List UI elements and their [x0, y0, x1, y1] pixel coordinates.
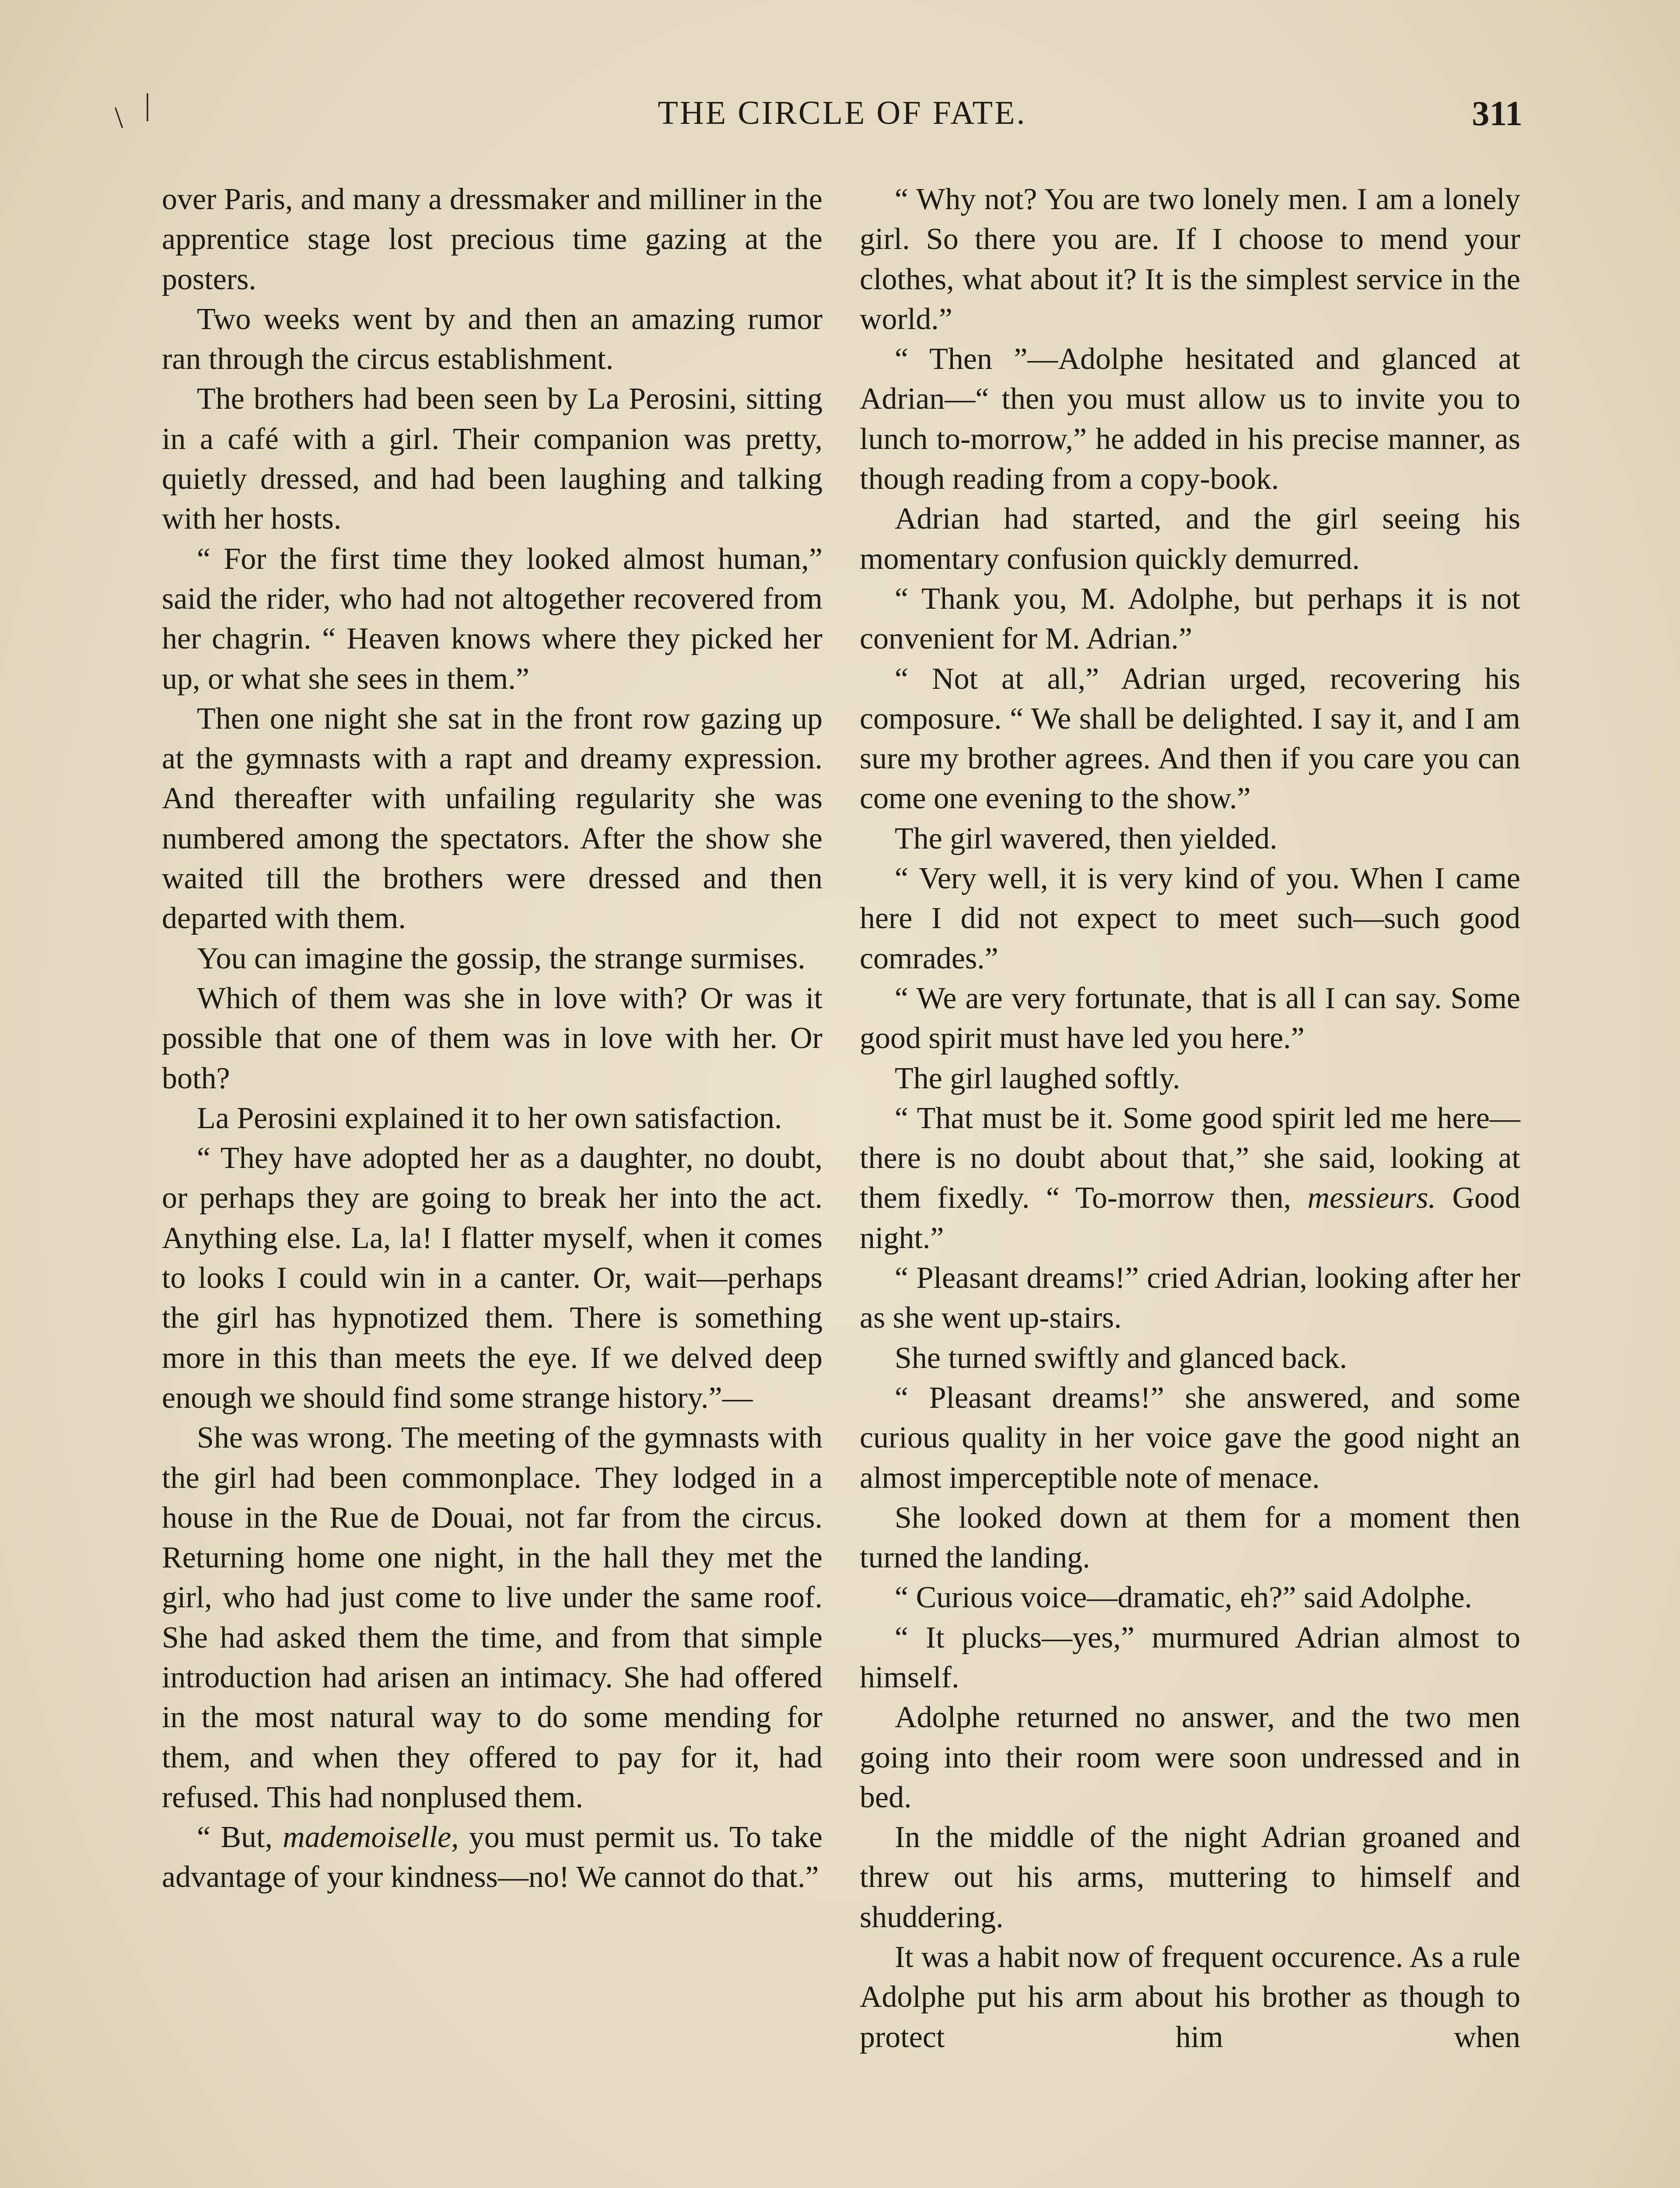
paragraph: The girl wavered, then yielded.: [895, 821, 1278, 856]
paragraph: Then one night she sat in the front row gazing up at the gymnasts with a rapt and dreamy expression. And thereafter with unfailing regularity she was numbered among the spectators. After the show she waited till the brothers were dressed and then departed with them.: [162, 701, 822, 936]
paragraph: “ They have adopted her as a daughter, no doubt, or perhaps they are going to break her into the act. Anything else. La, la! I flatter myself, when it comes to looks I could win in a canter. Or, wait—perhaps the girl has hypnotized them. There is something more in this than meets the eye. If we delved deep enough we should find some strange history.”—: [162, 1141, 822, 1415]
text-run: “ That must be it. Some good spirit led me here—there is no doubt about that,” she said, looking at them fixedly. “ To-morrow then,: [860, 1101, 1520, 1215]
paragraph: “ Then ”—Adolphe hesitated and glanced at Adrian—“ then you must allow us to invite you to lunch to-morrow,” he added in his precise manner, as though reading from a copy-book.: [860, 342, 1520, 496]
paragraph: “ Not at all,” Adrian urged, recovering his composure. “ We shall be delighted. I say it, and I am sure my brother agrees. And then if you care you can come one evening to the show.”: [860, 662, 1520, 816]
paragraph: Adrian had started, and the girl seeing his momentary confusion quickly demurred.: [860, 502, 1520, 576]
paragraph: Which of them was she in love with? Or was it possible that one of them was in love with her. Or both?: [162, 981, 822, 1095]
paragraph: Adolphe returned no answer, and the two men going into their room were soon undressed and in bed.: [860, 1701, 1520, 1814]
paragraph: She looked down at them for a moment then turned the landing.: [860, 1501, 1520, 1575]
paragraph: “ Pleasant dreams!” she answered, and some curious quality in her voice gave the good night an almost imperceptible note of menace.: [860, 1381, 1520, 1495]
paragraph: Two weeks went by and then an amazing rumor ran through the circus establishment.: [162, 302, 822, 376]
paragraph: In the middle of the night Adrian groaned and threw out his arms, muttering to himself and shuddering.: [860, 1820, 1520, 1934]
left-column: [162, 179, 822, 1897]
paragraph: “ It plucks—yes,” murmured Adrian almost to himself.: [860, 1620, 1520, 1694]
italic-text: mademoiselle,: [283, 1820, 459, 1855]
paragraph: The girl laughed softly.: [895, 1061, 1180, 1095]
text-run: Good night.”: [860, 1181, 1520, 1255]
paragraph: [162, 1817, 822, 1897]
page-header: [162, 94, 1522, 147]
paragraph: It was a habit now of frequent occurence. As a rule Adolphe put his arm about his brother as though to protect him when: [860, 1940, 1520, 2054]
paragraph: “ Very well, it is very kind of you. When I came here I did not expect to meet such—such good comrades.”: [860, 862, 1520, 975]
paragraph: You can imagine the gossip, the strange surmises.: [197, 941, 805, 975]
text-run: “ But,: [197, 1820, 283, 1855]
running-title: THE CIRCLE OF FATE.: [658, 95, 1027, 131]
paragraph: “ For the first time they looked almost human,” said the rider, who had not altogether recovered from her chagrin. “ Heaven knows where they picked her up, or what she sees in them.”: [162, 542, 822, 696]
margin-mark: |: [144, 88, 151, 122]
italic-text: messieurs.: [1307, 1181, 1436, 1215]
paragraph: The brothers had been seen by La Perosini, sitting in a café with a girl. Their companion was pretty, quietly dressed, and had been laughing and talking with her hosts.: [162, 382, 822, 536]
paragraph: over Paris, and many a dressmaker and milliner in the apprentice stage lost precious time gazing at the posters.: [162, 182, 822, 296]
paragraph: “ Curious voice—dramatic, eh?” said Adolphe.: [895, 1581, 1472, 1615]
text-run: you must permit us. To take advantage of your kindness—no! We cannot do that.”: [162, 1820, 822, 1894]
paragraph: [860, 1098, 1520, 1258]
right-column: [860, 179, 1520, 2057]
paragraph: She was wrong. The meeting of the gymnasts with the girl had been commonplace. They lodged in a house in the Rue de Douai, not far from the circus. Returning home one night, in the hall they met the girl, who had just come to live under the same roof. She had asked them the time, and from that simple introduction had arisen an intimacy. She had offered in the most natural way to do some mending for them, and when they offered to pay for it, had refused. This had nonplused them.: [162, 1421, 822, 1814]
paragraph: “ Why not? You are two lonely men. I am a lonely girl. So there you are. If I choose to mend your clothes, what about it? It is the simplest service in the world.”: [860, 182, 1520, 336]
paragraph: “ We are very fortunate, that is all I can say. Some good spirit must have led you here.”: [860, 981, 1520, 1055]
paragraph: La Perosini explained it to her own satisfaction.: [197, 1101, 782, 1135]
paragraph: “ Thank you, M. Adolphe, but perhaps it is not convenient for M. Adrian.”: [860, 582, 1520, 656]
page-number: 311: [1472, 95, 1522, 133]
paragraph: “ Pleasant dreams!” cried Adrian, looking after her as she went up-stairs.: [860, 1261, 1520, 1335]
margin-mark: \: [115, 101, 123, 135]
paragraph: She turned swiftly and glanced back.: [895, 1341, 1348, 1375]
